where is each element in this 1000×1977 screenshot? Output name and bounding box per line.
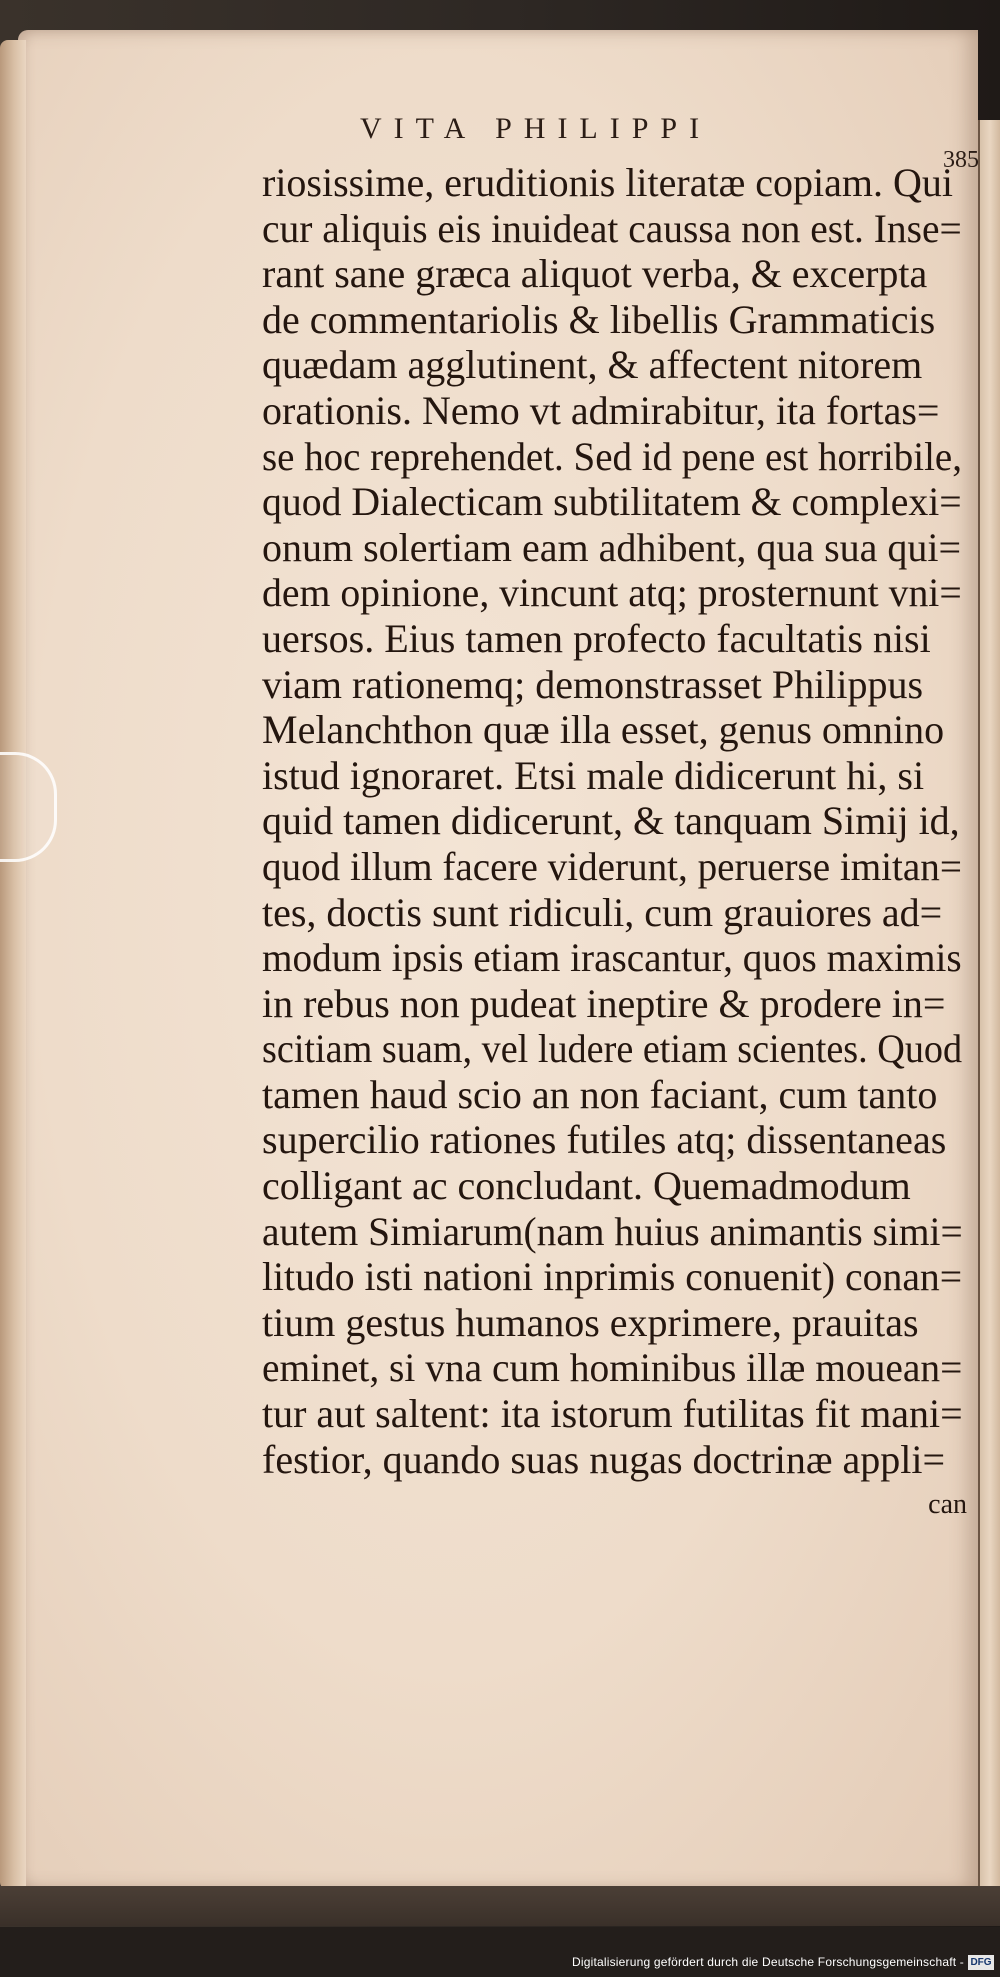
text-line: scitiam suam, vel ludere etiam scientes. Quod bbox=[262, 1026, 963, 1072]
folio-number: 385 bbox=[943, 147, 979, 173]
text-line: cur aliquis eis inuideat caussa non est. Inse= bbox=[262, 205, 962, 251]
text-line: quod Dialecticam subtilitatem & complexi= bbox=[262, 479, 962, 525]
text-line: modum ipsis etiam irascantur, quos maximis bbox=[262, 935, 962, 981]
text-line: quid tamen didicerunt, & tanquam Simij id, bbox=[262, 798, 960, 844]
facing-page-edge bbox=[978, 120, 1000, 1890]
text-line: tes, doctis sunt ridiculi, cum grauiores ad= bbox=[262, 889, 943, 935]
text-line: dem opinione, vincunt atq; prosternunt vni= bbox=[262, 570, 962, 616]
text-line: istud ignoraret. Etsi male didicerunt hi, si bbox=[262, 752, 925, 798]
text-line: in rebus non pudeat ineptire & prodere in= bbox=[262, 980, 946, 1026]
text-line: orationis. Nemo vt admirabitur, ita fortas= bbox=[262, 387, 940, 433]
text-line: uersos. Eius tamen profecto facultatis nisi bbox=[262, 615, 931, 661]
text-line: autem Simiarum(nam huius animantis simi= bbox=[262, 1208, 963, 1254]
text-line: onum solertiam eam adhibent, qua sua qui= bbox=[262, 524, 962, 570]
text-line: tur aut saltent: ita istorum futilitas fit mani= bbox=[262, 1391, 963, 1437]
text-line: festior, quando suas nugas doctrinæ appli= bbox=[262, 1436, 946, 1482]
text-block bbox=[262, 160, 977, 1528]
text-line: colligant ac concludant. Quemadmodum bbox=[262, 1163, 911, 1209]
text-line: Melanchthon quæ illa esset, genus omnino bbox=[262, 707, 945, 753]
running-head: VITA PHILIPPI bbox=[360, 112, 712, 145]
catchword: can bbox=[928, 1489, 967, 1521]
text-line: quædam agglutinent, & affectent nitorem bbox=[262, 342, 923, 388]
text-line: de commentariolis & libellis Grammaticis bbox=[262, 296, 936, 342]
book-bottom-edge bbox=[0, 1886, 1000, 1926]
digitization-credit: Digitalisierung gefördert durch die Deutsche Forschungsgemeinschaft - bbox=[572, 1955, 964, 1969]
text-line: rant sane græca aliquot verba, & excerpta bbox=[262, 251, 928, 297]
text-line: supercilio rationes futiles atq; dissentaneas bbox=[262, 1117, 947, 1163]
dfg-logo: DFG bbox=[968, 1955, 994, 1970]
text-line: tium gestus humanos exprimere, prauitas bbox=[262, 1299, 919, 1345]
text-line: quod illum facere viderunt, peruerse imitan= bbox=[262, 843, 962, 889]
text-line: litudo isti nationi inprimis conuenit) conan= bbox=[262, 1254, 963, 1300]
text-line: eminet, si vna cum hominibus illæ mouean= bbox=[262, 1345, 963, 1391]
text-line: tamen haud scio an non faciant, cum tanto bbox=[262, 1071, 938, 1117]
text-line: se hoc reprehendet. Sed id pene est horribile, bbox=[262, 433, 962, 479]
text-line: riosissime, eruditionis literatæ copiam. Qui bbox=[262, 160, 954, 205]
text-line: viam rationemq; demonstrasset Philippus bbox=[262, 661, 924, 707]
footer-strip bbox=[0, 1927, 1000, 1977]
page-gutter-edge bbox=[0, 40, 26, 1890]
